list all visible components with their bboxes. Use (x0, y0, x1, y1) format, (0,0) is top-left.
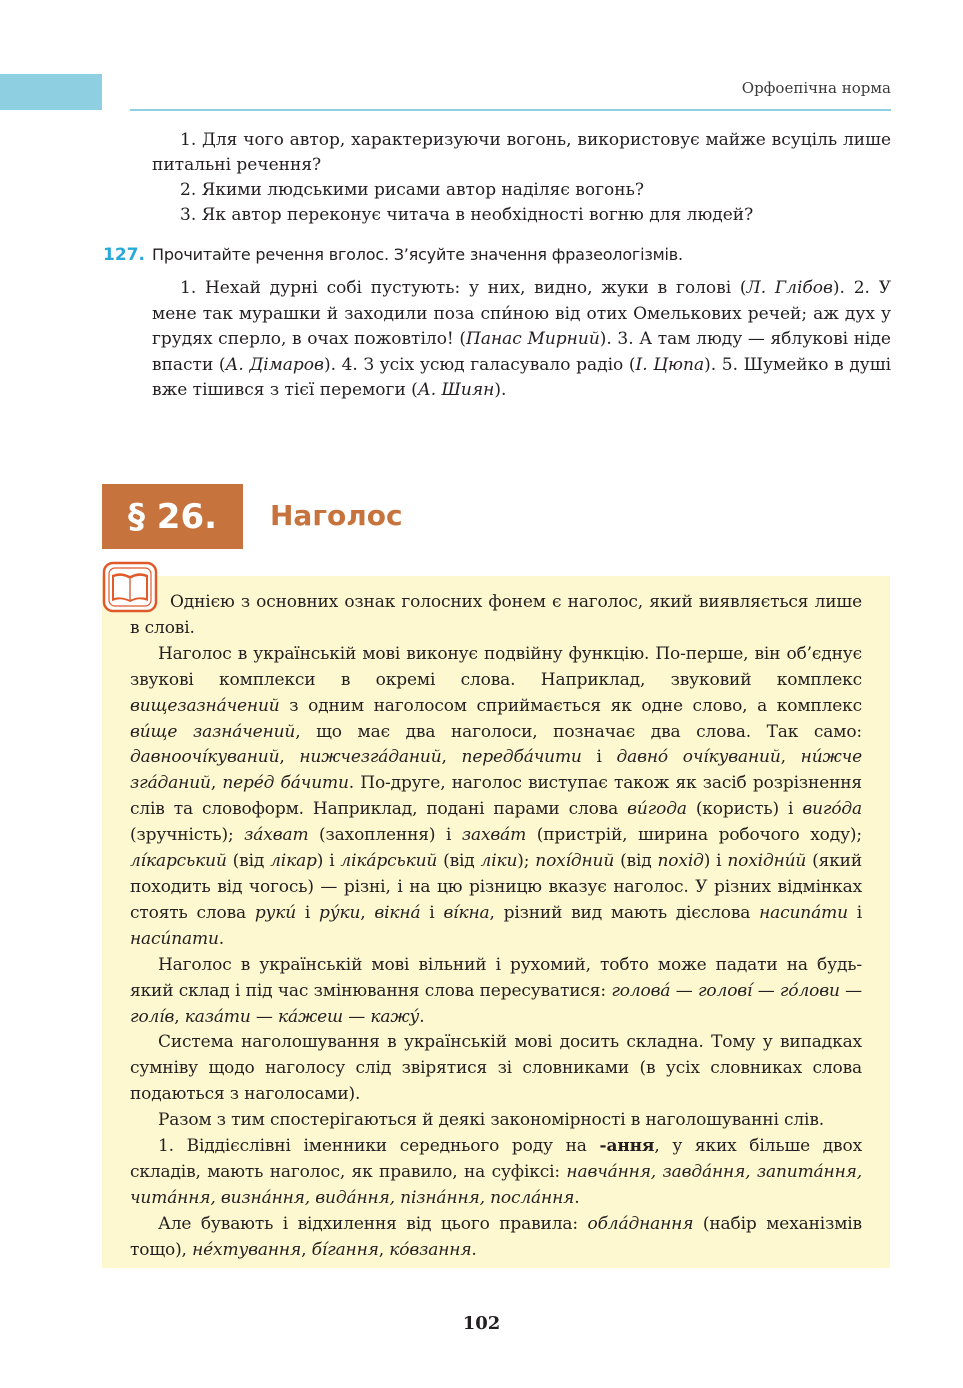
theory-paragraph-4: Система наголошування в українській мові досить складна. Тому у випадках сумніву щодо наголосу слід звірятися зі словниками (в усіх словниках слова подаються з наголосами). (130, 1032, 862, 1105)
example-word: похід (657, 851, 704, 872)
example-word: руки́ (254, 902, 297, 923)
example-word: захва́т (461, 825, 527, 846)
example-word: пере́д ба́чити (222, 773, 349, 794)
suffix-bold: -ання (599, 1136, 655, 1157)
exercise-text (152, 276, 891, 404)
example-word: навча́ння, завда́ння, запита́ння, чита́ння, визна́ння, вида́ння, пізна́ння, посла́ння (130, 1161, 862, 1208)
example-word: наси́пати (130, 928, 219, 949)
theory-text-part: ); (517, 851, 536, 872)
theory-text-part: , що має два наголоси, позначає два слова. Так само: (295, 721, 862, 742)
theory-text-part: (користь) і (686, 799, 803, 820)
example-word: обла́днання (587, 1213, 694, 1234)
theory-text-part: і (581, 747, 617, 768)
theory-text-part: і (420, 902, 444, 923)
section-title: Наголос (270, 499, 403, 532)
theory-text-part: і (296, 902, 320, 923)
theory-text-part: , (441, 747, 462, 768)
exercise-text-part: ). 2. У мене так мурашки й заходили поза спи́ною від отих Омелькових речей; аж дух у грудях сперло, в очах пожовтіло! ( (152, 278, 891, 349)
question-1: 1. Для чого автор, характеризуючи вогонь, використовує майже всуціль лише питальні речення? (152, 130, 891, 175)
example-word: похі́дний (535, 851, 615, 872)
example-word: ко́взання (389, 1239, 472, 1260)
theory-text-part: . По-друге, наголос виступає також як засіб розрізнення слів та словоформ. Наприклад, подані парами слова (130, 773, 862, 820)
theory-text-part: , (279, 747, 300, 768)
example-word: ви́года (627, 799, 687, 820)
theory-text-part: і (847, 902, 862, 923)
exercise-text-part: ). (494, 380, 507, 400)
questions-list (152, 128, 891, 228)
theory-text-part: з одним наголосом сприймається як одне слово, а комплекс (279, 695, 862, 716)
exercise-text-part: ). 5. Шумейко в душі вже тішився з тієї перемоги ( (152, 354, 892, 400)
theory-text-part: , (301, 1239, 312, 1260)
theory-text-part: (від (437, 851, 481, 872)
example-word: давноочі́куваний (130, 747, 280, 768)
example-word: ви́ще зазна́чений (130, 721, 296, 742)
theory-text-part: (набір механізмів тощо), (130, 1213, 862, 1260)
question-2: 2. Якими людськими рисами автор наділяє вогонь? (180, 180, 644, 200)
theory-text-part: 1. Віддієслівні іменники середнього роду на (158, 1136, 600, 1157)
example-word: не́хтування (192, 1239, 302, 1260)
theory-text-part: , (360, 902, 375, 923)
theory-paragraph-7 (130, 1212, 862, 1264)
example-word: давно́ очі́куваний (616, 747, 781, 768)
example-word: лі́карський (130, 851, 227, 872)
exercise-text-part: ). 4. З усіх усюд галасувало радіо ( (323, 354, 636, 375)
example-word: виго́да (802, 799, 863, 820)
theory-text-part: . (419, 1006, 425, 1027)
theory-text-part: , різний вид мають дієслова (489, 902, 760, 923)
theory-text-part: , (780, 747, 801, 768)
running-header: Орфоепічна норма (741, 79, 891, 97)
theory-text-part: . (574, 1187, 580, 1208)
theory-paragraph-6 (130, 1134, 862, 1212)
theory-text-part: ) і (316, 851, 341, 872)
theory-text-part: , у яких більше двох складів, мають наголос, як правило, на суфіксі: (130, 1136, 863, 1182)
theory-text-part: (який походить від чогось) — різні, і на цю різницю вказує наголос. У різних відмінках стоять слова (130, 851, 863, 923)
theory-text-part: Але бувають і відхилення від цього правила: (158, 1213, 588, 1234)
theory-paragraph-1: Однією з основних ознак голосних фонем є наголос, який виявляється лише в слові. (130, 592, 862, 638)
theory-paragraph-3 (130, 953, 862, 1031)
question-3: 3. Як автор переконує читача в необхідності вогню для людей? (180, 205, 754, 225)
example-word: за́хват (244, 825, 309, 846)
theory-text-part: Наголос в українській мові виконує подвійну функцію. По-перше, він об’єднує звукові комплекси в окремі слова. Наприклад, звуковий комплекс (130, 643, 862, 690)
example-word: передба́чити (461, 747, 582, 768)
theory-text-part: (від (226, 851, 271, 872)
example-word: ни́жче зга́даний (130, 747, 862, 794)
theory-text-part: , (174, 1006, 185, 1027)
header-rule (130, 109, 891, 111)
example-word: ві́кна (443, 902, 490, 923)
theory-paragraph-5: Разом з тим спостерігаються й деякі закономірності в наголошуванні слів. (158, 1110, 825, 1131)
theory-text-part: Наголос в українській мові вільний і рухомий, тобто може падати на будь-який склад і під час змінювання слова пересуватися: (130, 954, 862, 1001)
theory-text (130, 590, 862, 1264)
example-word: вікна́ (374, 902, 421, 923)
exercise-author: Панас Мирний (466, 329, 600, 349)
page-number: 102 (462, 1313, 501, 1334)
example-word: каза́ти — ка́жеш — кажу́ (184, 1006, 420, 1027)
theory-text-part: , (210, 773, 223, 794)
exercise-author: А. Дімаров (225, 354, 324, 375)
exercise-author: І. Цюпа (635, 354, 705, 375)
example-word: нижчезга́даний (299, 747, 442, 768)
chapter-tab-strip (0, 74, 102, 110)
example-word: ліка́рський (340, 851, 438, 872)
theory-text-part: (зручність); (130, 825, 245, 846)
exercise-text-part: 1. Нехай дурні собі пустують: у них, видно, жуки в голові ( (180, 278, 747, 298)
exercise-task: Прочитайте речення вголос. З’ясуйте значення фразеологізмів. (152, 245, 683, 264)
exercise-number: 127. (103, 245, 145, 265)
example-word: голова́ — голові́ — го́лови — голі́в (130, 980, 863, 1027)
example-word: насипа́ти (759, 902, 848, 923)
theory-text-part: . (218, 928, 225, 949)
example-word: бі́гання (311, 1239, 379, 1260)
example-word: вищезазна́чений (130, 695, 280, 716)
example-word: ліки (480, 851, 518, 872)
theory-text-part: , (378, 1239, 390, 1260)
theory-paragraph-2 (130, 642, 862, 953)
exercise-author: А. Шиян (417, 380, 495, 400)
example-word: лікар (270, 851, 317, 872)
section-number-badge: § 26. (102, 484, 243, 549)
example-word: похідни́й (727, 851, 807, 872)
theory-text-part: (пристрій, ширина робочого ходу); (526, 825, 862, 846)
theory-text-part: (від (614, 851, 658, 872)
exercise-text-part: ). 3. А там люду — яблукові ніде впасти ( (152, 329, 891, 375)
theory-text-part: . (471, 1239, 477, 1260)
theory-text-part: (захоплення) і (308, 825, 462, 846)
theory-text-part: ) і (703, 851, 728, 872)
example-word: ру́ки (319, 902, 361, 923)
exercise-author: Л. Глібов (746, 278, 833, 298)
